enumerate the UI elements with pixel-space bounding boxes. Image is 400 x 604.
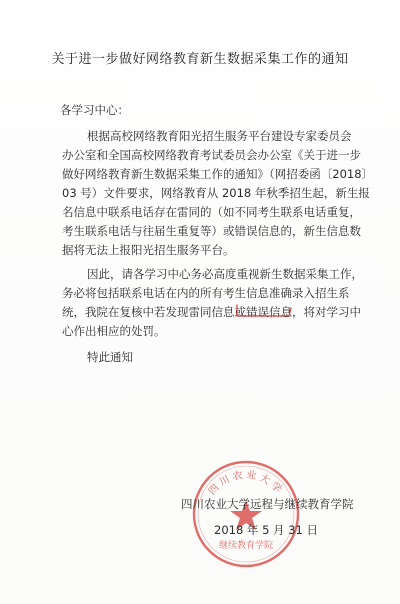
signature-org: 四川农业大学远程与继续教育学院 bbox=[181, 497, 354, 511]
official-seal-stamp bbox=[190, 458, 302, 570]
paragraph1-line: 考生联系电话与往届生重复等）或错误信息的，新生信息数 bbox=[62, 224, 361, 238]
paragraph2-line: 统，我院在复核中若发现雷同信息或错误信息，将对学习中 bbox=[62, 305, 361, 319]
signature-date: 2018 年 5 月 31 日 bbox=[214, 523, 318, 537]
paragraph2-line: 心作出相应的处罚。 bbox=[62, 324, 166, 338]
paragraph1-line: 根据高校网络教育阳光招生服务平台建设专家委员会 bbox=[87, 129, 352, 143]
paragraph1-line: 名信息中联系电话存在雷同的（如不同考生联系电话重复， bbox=[62, 205, 361, 219]
document-title: 关于进一步做好网络教育新生数据采集工作的通知 bbox=[51, 52, 349, 67]
svg-text:四川农业大学: 四川农业大学 bbox=[206, 469, 286, 498]
red-annotation-mark bbox=[235, 302, 293, 318]
paragraph1-line: 做好网络教育新生数据采集工作的通知》（网招委函〔2018〕 bbox=[62, 167, 374, 181]
paragraph2-line: 务必将包括联系电话在内的所有考生信息准确录入招生系 bbox=[62, 286, 350, 300]
paragraph2-line: 因此，请各学习中心务必高度重视新生数据采集工作， bbox=[87, 267, 363, 281]
svg-text:继续教育学院: 继续教育学院 bbox=[218, 541, 274, 551]
closing-text: 特此通知 bbox=[87, 350, 133, 364]
paragraph1-line: 03 号）文件要求，网络教育从 2018 年秋季招生起，新生报 bbox=[62, 186, 370, 200]
salutation: 各学习中心： bbox=[60, 103, 129, 117]
paragraph1-line: 据将无法上报阳光招生服务平台。 bbox=[62, 243, 235, 257]
paragraph1-line: 办公室和全国高校网络教育考试委员会办公室《关于进一步 bbox=[62, 148, 361, 162]
